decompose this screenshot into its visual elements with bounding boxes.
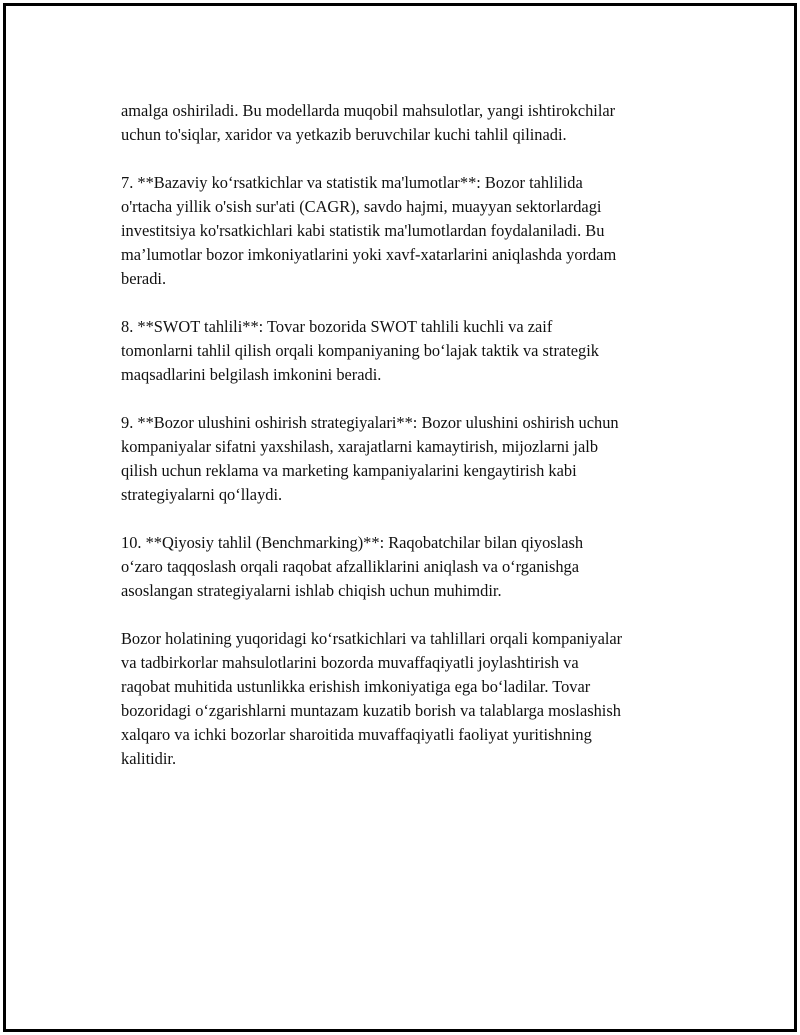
paragraph-item-10 <box>121 531 701 603</box>
text-line: beradi. <box>121 269 167 288</box>
document-body <box>121 99 701 795</box>
text-line: asoslangan strategiyalarni ishlab chiqish uchun muhimdir. <box>121 581 502 600</box>
paragraph-conclusion <box>121 627 701 771</box>
text-line: ma’lumotlar bozor imkoniyatlarini yoki xavf-xatarlarini aniqlashda yordam <box>121 245 617 264</box>
text-line: bozoridagi o‘zgarishlarni muntazam kuzatib borish va talablarga moslashish <box>121 701 621 720</box>
text-line: strategiyalarni qo‘llaydi. <box>121 485 283 504</box>
text-line: qilish uchun reklama va marketing kampaniyalarini kengaytirish kabi <box>121 461 577 480</box>
text-line: kompaniyalar sifatni yaxshilash, xarajatlarni kamaytirish, mijozlarni jalb <box>121 437 599 456</box>
text-line: uchun to'siqlar, xaridor va yetkazib beruvchilar kuchi tahlil qilinadi. <box>121 125 567 144</box>
text-line: xalqaro va ichki bozorlar sharoitida muvaffaqiyatli faoliyat yuritishning <box>121 725 592 744</box>
paragraph-item-8 <box>121 315 701 387</box>
text-line: 7. **Bazaviy ko‘rsatkichlar va statistik ma'lumotlar**: Bozor tahlilida <box>121 173 583 192</box>
text-line: o'rtacha yillik o'sish sur'ati (CAGR), savdo hajmi, muayyan sektorlardagi <box>121 197 602 216</box>
text-line: 8. **SWOT tahlili**: Tovar bozorida SWOT tahlili kuchli va zaif <box>121 317 553 336</box>
text-line: investitsiya ko'rsatkichlari kabi statistik ma'lumotlardan foydalaniladi. Bu <box>121 221 605 240</box>
text-line: maqsadlarini belgilash imkonini beradi. <box>121 365 382 384</box>
text-line: o‘zaro taqqoslash orqali raqobat afzalliklarini aniqlash va o‘rganishga <box>121 557 580 576</box>
paragraph-item-7 <box>121 171 701 291</box>
paragraph-intro-continuation <box>121 99 701 147</box>
text-line: kalitidir. <box>121 749 177 768</box>
text-line: tomonlarni tahlil qilish orqali kompaniyaning bo‘lajak taktik va strategik <box>121 341 599 360</box>
paragraph-item-9 <box>121 411 701 507</box>
document-page <box>3 3 797 1032</box>
text-line: 10. **Qiyosiy tahlil (Benchmarking)**: Raqobatchilar bilan qiyoslash <box>121 533 584 552</box>
text-line: raqobat muhitida ustunlikka erishish imkoniyatiga ega bo‘ladilar. Tovar <box>121 677 591 696</box>
text-line: amalga oshiriladi. Bu modellarda muqobil mahsulotlar, yangi ishtirokchilar <box>121 101 616 120</box>
text-line: Bozor holatining yuqoridagi ko‘rsatkichlari va tahlillari orqali kompaniyalar <box>121 629 623 648</box>
text-line: 9. **Bozor ulushini oshirish strategiyalari**: Bozor ulushini oshirish uchun <box>121 413 619 432</box>
text-line: va tadbirkorlar mahsulotlarini bozorda muvaffaqiyatli joylashtirish va <box>121 653 579 672</box>
